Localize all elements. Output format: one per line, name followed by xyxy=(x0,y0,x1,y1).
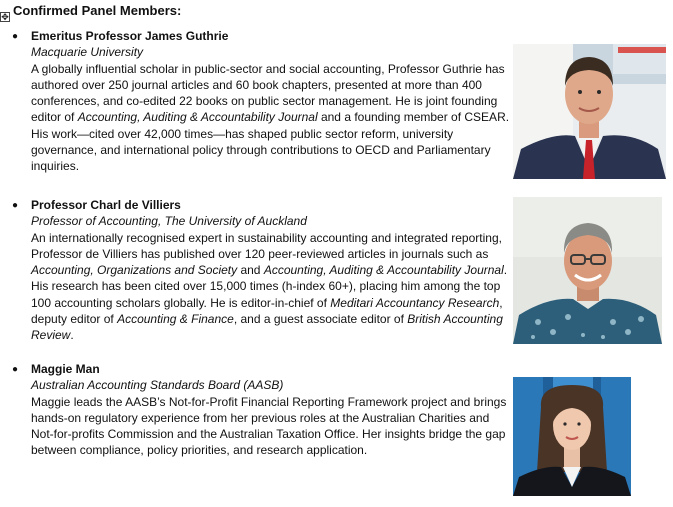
bio-segment: Maggie leads the AASB’s Not-for-Profit Financial Reporting Framework project and brings hands-on regulatory experience from her previous roles at the Australian Charities and Not-for-profits Commission and the Australian Taxation Office. Her insights bridge the gap between compliance, policy priorities, and research application. xyxy=(31,394,507,458)
member-role: Macquarie University xyxy=(31,45,144,60)
bullet-icon: ● xyxy=(12,364,19,375)
member-name: Professor Charl de Villiers xyxy=(31,198,181,212)
bullet-icon: ● xyxy=(12,200,19,211)
photo-charl-de-villiers xyxy=(513,197,662,344)
bio-segment: . His research has been cited over 15,000 times (h-index 60+), placing him among the top 100 accounting scholars globally. He is editor-in-chief of xyxy=(31,263,508,310)
table-move-handle-icon[interactable]: ✥ xyxy=(1,11,9,22)
bio-segment: , deputy editor of xyxy=(31,295,503,327)
member-text xyxy=(31,361,511,459)
member-name: Maggie Man xyxy=(31,362,100,376)
member-role: Professor of Accounting, The University of Auckland xyxy=(31,214,307,229)
bio-segment: and xyxy=(237,263,264,278)
photo-maggie-man xyxy=(513,377,631,496)
bio-segment: , and a guest associate editor of xyxy=(233,312,408,327)
member-name: Emeritus Professor James Guthrie xyxy=(31,29,229,43)
member-bio xyxy=(31,230,511,344)
member-bio xyxy=(31,61,511,175)
bio-italic-segment: Accounting & Finance xyxy=(117,312,234,327)
bio-segment: . xyxy=(70,328,74,343)
member-text xyxy=(31,197,511,344)
bio-segment: An internationally recognised expert in sustainability accounting and integrated reporting, Professor de Villiers has published over 120 peer-reviewed articles in journals such as xyxy=(31,230,502,261)
bio-italic-segment: Accounting, Auditing & Accountability Journal xyxy=(263,263,504,278)
bio-italic-segment: Accounting, Auditing & Accountability Journal xyxy=(77,110,318,125)
bio-italic-segment: Accounting, Organizations and Society xyxy=(31,263,238,278)
member-role: Australian Accounting Standards Board (AASB) xyxy=(31,378,284,393)
member-bio xyxy=(31,394,511,459)
page-heading: Confirmed Panel Members: xyxy=(13,3,182,18)
bio-segment: A globally influential scholar in public-sector and social accounting, Professor Guthrie has authored over 250 journal articles and 60 book chapters, presented at more than 400 conferences, and co-edited 22 books on public sector management. He is joint founding editor of xyxy=(31,61,505,125)
bio-italic-segment: British Accounting Review xyxy=(31,312,503,343)
bullet-icon: ● xyxy=(12,31,19,42)
photo-james-guthrie xyxy=(513,44,666,179)
member-text xyxy=(31,28,511,175)
bio-italic-segment: Meditari Accountancy Research xyxy=(330,295,500,310)
bio-segment: and a founding member of CSEAR. His work—cited over 42,000 times—has shaped public sector reform, university governance, and international policy through contributions to OECD and Parliamentary inquiries. xyxy=(31,110,510,174)
